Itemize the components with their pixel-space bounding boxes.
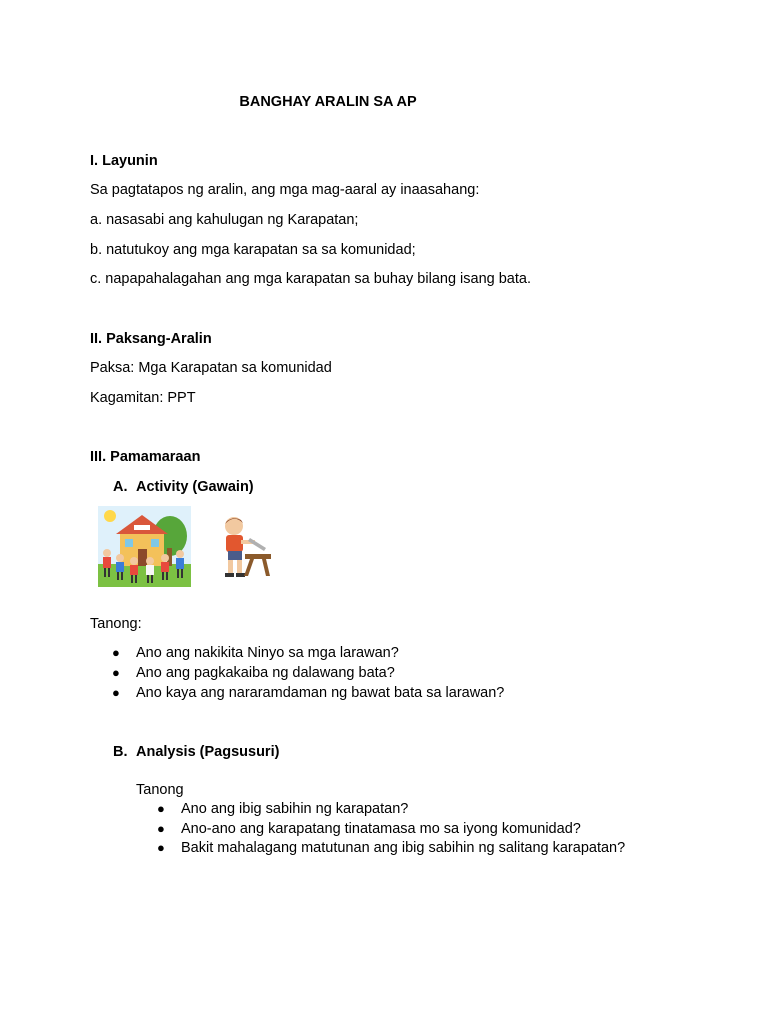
kagamitan-line: Kagamitan: PPT bbox=[90, 390, 196, 406]
analysis-question-label: Tanong bbox=[136, 782, 184, 798]
analysis-question: Bakit mahalagang matutunan ang ibig sabihin ng salitang karapatan? bbox=[181, 840, 626, 856]
activity-heading: Activity (Gawain) bbox=[136, 479, 254, 495]
activity-question: Ano ang nakikita Ninyo sa mga larawan? bbox=[136, 645, 399, 661]
activity-marker: A. bbox=[113, 479, 128, 495]
section-heading-pamamaraan: III. Pamamaraan bbox=[90, 449, 201, 465]
analysis-marker: B. bbox=[113, 744, 128, 760]
analysis-question: Ano-ano ang karapatang tinatamasa mo sa iyong komunidad? bbox=[181, 821, 581, 837]
bullet-marker: ● bbox=[157, 801, 165, 816]
layunin-intro: Sa pagtatapos ng aralin, ang mga mag-aaral ay inaasahang: bbox=[90, 182, 480, 198]
activity-question-label: Tanong: bbox=[90, 616, 142, 632]
document-title: BANGHAY ARALIN SA AP bbox=[239, 94, 417, 110]
paksa-line: Paksa: Mga Karapatan sa komunidad bbox=[90, 360, 332, 376]
bullet-marker: ● bbox=[157, 840, 165, 855]
analysis-heading: Analysis (Pagsusuri) bbox=[136, 744, 280, 760]
bullet-marker: ● bbox=[157, 821, 165, 836]
objective-item: a. nasasabi ang kahulugan ng Karapatan; bbox=[90, 212, 359, 228]
objective-item: c. napapahalagahan ang mga karapatan sa buhay bilang isang bata. bbox=[90, 271, 531, 287]
section-heading-paksang-aralin: II. Paksang-Aralin bbox=[90, 331, 212, 347]
analysis-question: Ano ang ibig sabihin ng karapatan? bbox=[181, 801, 409, 817]
activity-question: Ano ang pagkakaiba ng dalawang bata? bbox=[136, 665, 395, 681]
bullet-marker: ● bbox=[112, 665, 120, 680]
section-heading-layunin: I. Layunin bbox=[90, 153, 158, 169]
bullet-marker: ● bbox=[112, 685, 120, 700]
activity-question: Ano kaya ang nararamdaman ng bawat bata sa larawan? bbox=[136, 685, 505, 701]
bullet-marker: ● bbox=[112, 645, 120, 660]
objective-item: b. natutukoy ang mga karapatan sa sa komunidad; bbox=[90, 242, 416, 258]
children-at-school-illustration bbox=[98, 506, 191, 587]
boy-sawing-wood-illustration bbox=[214, 510, 274, 584]
